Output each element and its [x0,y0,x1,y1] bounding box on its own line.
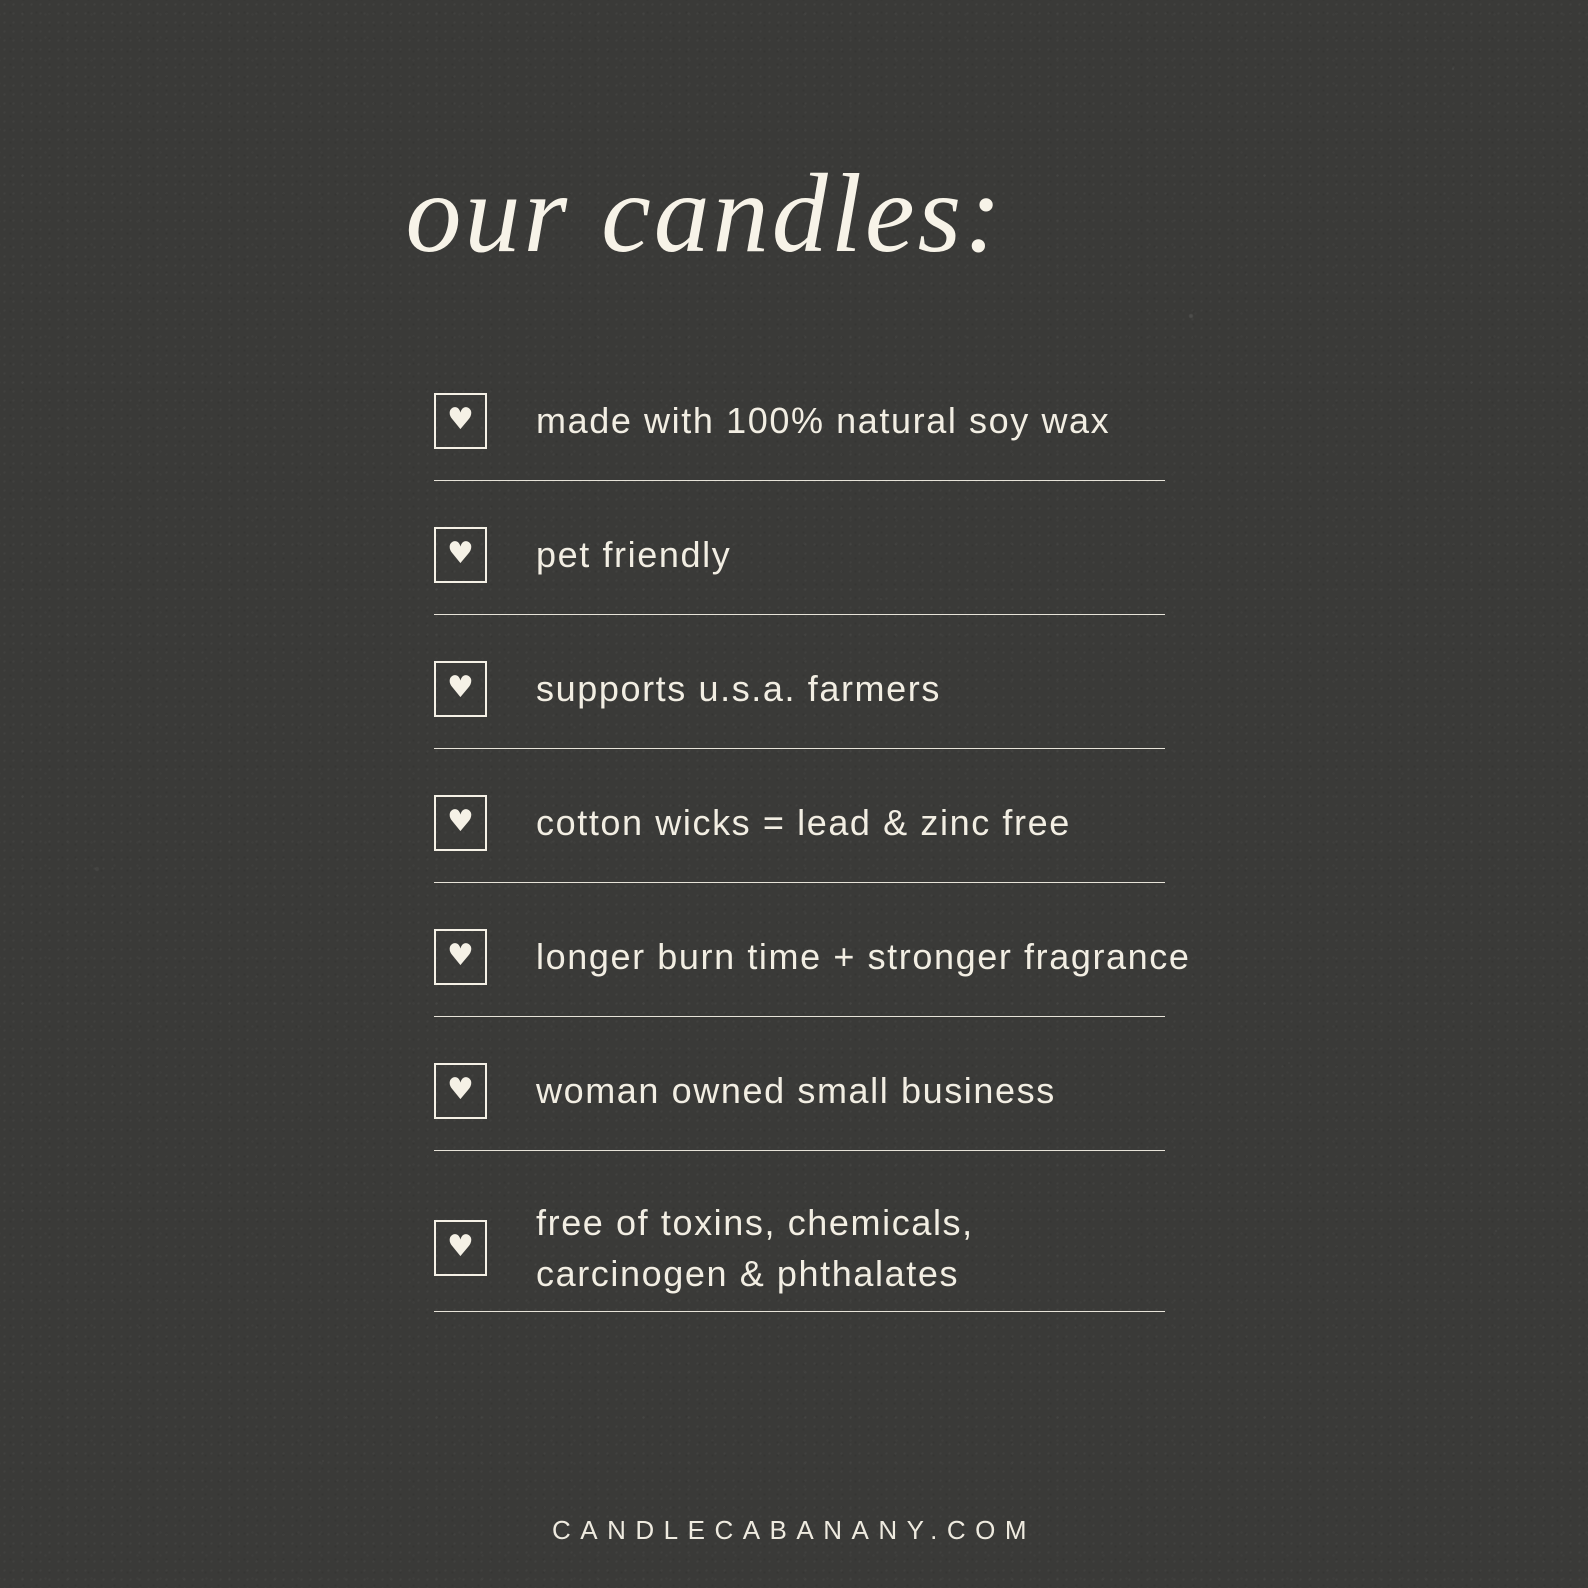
heart-icon: ♥ [447,670,474,705]
heart-checkbox [434,393,487,449]
page-title: our candles: [405,152,1005,276]
heart-icon: ♥ [447,1229,474,1265]
heart-checkbox [434,795,487,851]
list-item [434,795,1165,883]
heart-icon: ♥ [447,402,474,437]
heart-icon: ♥ [447,1072,474,1107]
list-item-label: made with 100% natural soy wax [536,400,1111,442]
heart-checkbox [434,1063,487,1119]
list-item-label: free of toxins, chemicals, carcinogen & phthalates [536,1202,974,1295]
list-item [434,527,1165,615]
list-item [434,393,1165,481]
heart-icon: ♥ [447,938,474,973]
heart-checkbox [434,929,487,985]
heart-checkbox [434,527,487,583]
paper-texture-specks [0,0,2,2]
heart-checkbox [434,1220,487,1276]
list-item [434,661,1165,749]
list-item-label: pet friendly [536,534,732,576]
list-item [434,1197,1165,1312]
list-item-label: longer burn time + stronger fragrance [536,936,1191,978]
list-item [434,1063,1165,1151]
list-item-label: cotton wicks = lead & zinc free [536,802,1071,844]
list-item-label: supports u.s.a. farmers [536,668,941,710]
heart-checkbox [434,661,487,717]
list-item-label: woman owned small business [536,1070,1056,1112]
heart-icon: ♥ [447,536,474,571]
heart-icon: ♥ [447,804,474,839]
list-item [434,929,1191,1017]
feature-list [434,393,1191,1358]
website-url: CANDLECABANANY.COM [551,1515,1037,1545]
